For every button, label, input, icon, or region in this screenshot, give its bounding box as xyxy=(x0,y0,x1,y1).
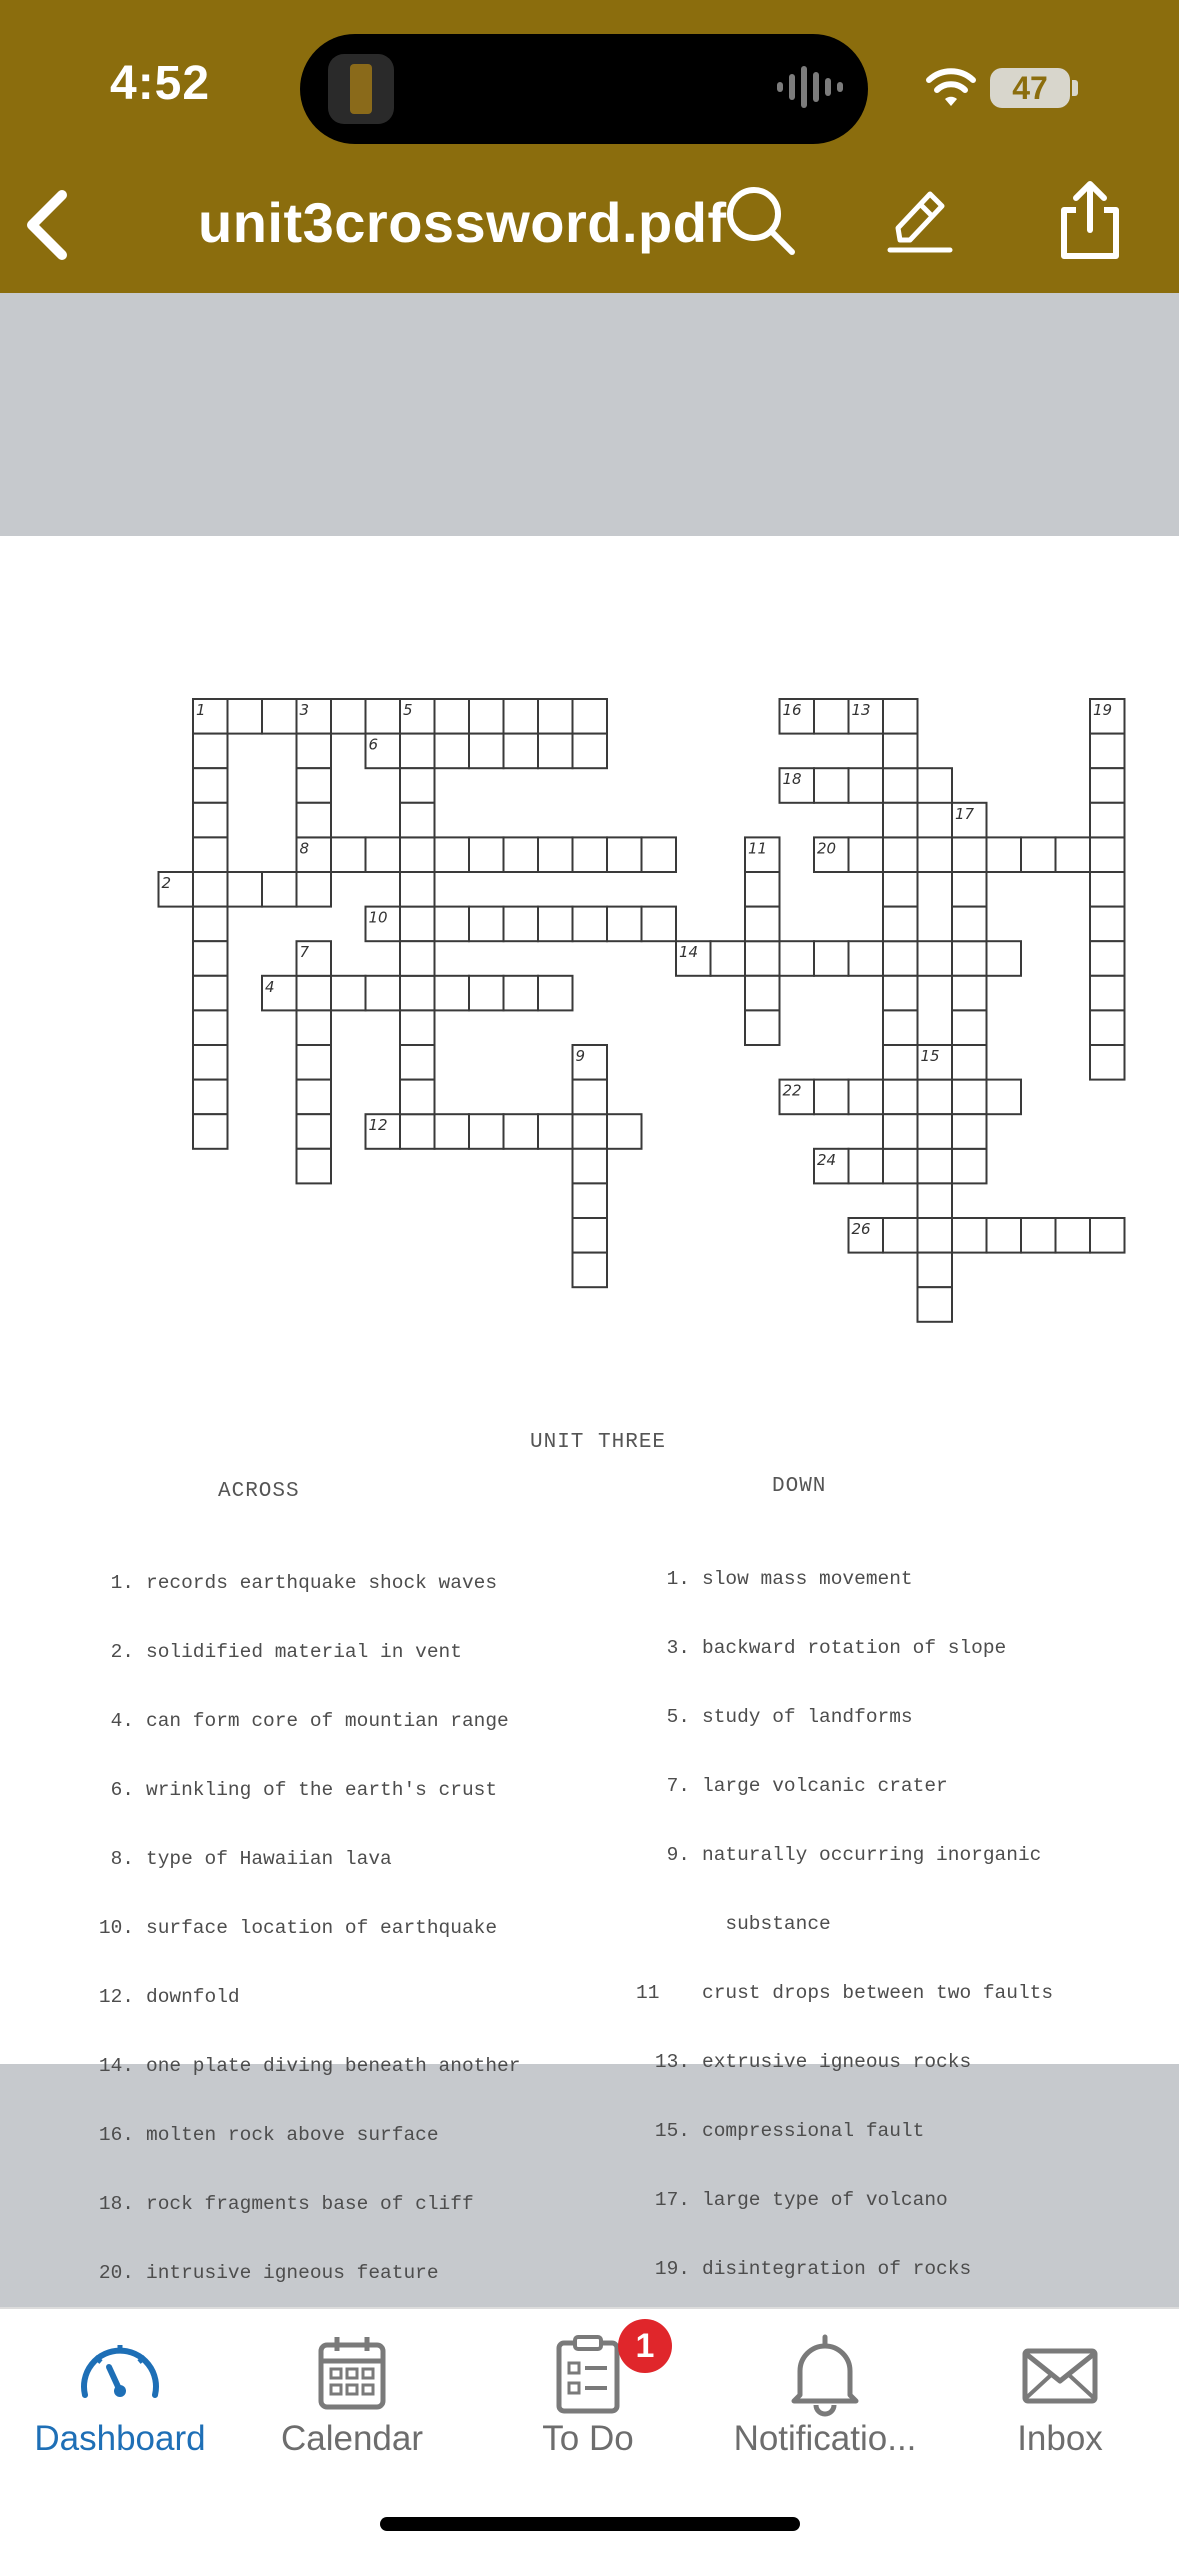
crossword-cell xyxy=(952,872,987,907)
crossword-cell xyxy=(538,734,573,769)
crossword-cell xyxy=(987,1080,1022,1115)
crossword-cell xyxy=(1090,872,1125,907)
crossword-number: 5 xyxy=(403,701,413,719)
crossword-cell xyxy=(745,976,780,1011)
across-clue: 16. molten rock above surface xyxy=(98,2124,439,2146)
across-heading: ACROSS xyxy=(218,1480,300,1503)
crossword-cell xyxy=(883,768,918,803)
status-time: 4:52 xyxy=(110,57,211,110)
crossword-cell xyxy=(883,1010,918,1045)
crossword-cell xyxy=(918,768,953,803)
crossword-cell xyxy=(918,1080,953,1115)
tab-dashboard[interactable] xyxy=(20,2309,220,2469)
crossword-cell xyxy=(814,1080,849,1115)
crossword-cell xyxy=(469,837,504,872)
crossword-number: 9 xyxy=(575,1047,586,1065)
tab-label: Notificatio... xyxy=(733,2419,917,2458)
crossword-cell xyxy=(987,837,1022,872)
crossword-cell xyxy=(400,803,435,838)
crossword-cell xyxy=(849,1149,884,1184)
crossword-cell xyxy=(883,1149,918,1184)
crossword-cell xyxy=(849,768,884,803)
crossword-cell xyxy=(297,768,332,803)
crossword-cell xyxy=(469,976,504,1011)
crossword-cell xyxy=(883,803,918,838)
crossword-cell xyxy=(400,907,435,942)
crossword-cell xyxy=(366,837,401,872)
crossword-cell xyxy=(504,907,539,942)
crossword-cell xyxy=(193,734,228,769)
crossword-cell xyxy=(366,976,401,1011)
crossword-cell xyxy=(538,699,573,734)
crossword-cell xyxy=(504,699,539,734)
crossword-cell xyxy=(573,1080,608,1115)
crossword-cell xyxy=(193,907,228,942)
crossword-cell xyxy=(297,1114,332,1149)
tab-notifications[interactable] xyxy=(715,2309,935,2469)
crossword-cell xyxy=(573,734,608,769)
crossword-cell xyxy=(849,1080,884,1115)
crossword-cell xyxy=(918,1218,953,1253)
crossword-cell xyxy=(504,837,539,872)
bell-icon xyxy=(780,2329,870,2419)
crossword-cell xyxy=(1090,837,1125,872)
crossword-cell xyxy=(918,941,953,976)
crossword-cell xyxy=(193,872,228,907)
app-header xyxy=(0,0,1179,293)
dashboard-gauge-icon xyxy=(75,2329,165,2419)
crossword-cell xyxy=(331,976,366,1011)
audio-waveform-icon xyxy=(775,64,845,110)
crossword-cell xyxy=(1090,803,1125,838)
crossword-cell xyxy=(469,699,504,734)
envelope-icon xyxy=(1015,2329,1105,2419)
crossword-cell xyxy=(573,1253,608,1288)
crossword-cell xyxy=(987,941,1022,976)
search-icon[interactable] xyxy=(720,180,800,260)
crossword-cell xyxy=(918,1183,953,1218)
crossword-cell xyxy=(1090,976,1125,1011)
crossword-cell xyxy=(297,976,332,1011)
crossword-cell xyxy=(607,907,642,942)
golden-app-label xyxy=(350,64,372,114)
down-clue: 5. study of landforms xyxy=(666,1706,913,1728)
crossword-number: 7 xyxy=(299,943,310,962)
crossword-cell xyxy=(952,976,987,1011)
crossword-cell xyxy=(297,1080,332,1115)
across-clue: 10. surface location of earthquake xyxy=(98,1917,498,1939)
crossword-cell xyxy=(331,699,366,734)
crossword-cell xyxy=(504,734,539,769)
crossword-cell xyxy=(1021,1218,1056,1253)
chevron-left-icon[interactable] xyxy=(18,185,78,265)
crossword-cell xyxy=(642,907,677,942)
crossword-cell xyxy=(228,872,263,907)
crossword-cell xyxy=(435,837,470,872)
crossword-number: 12 xyxy=(368,1116,388,1135)
crossword-number: 22 xyxy=(782,1081,802,1100)
crossword-cell xyxy=(469,907,504,942)
crossword-cell xyxy=(193,768,228,803)
crossword-number: 8 xyxy=(299,839,310,858)
crossword-number: 24 xyxy=(817,1150,837,1169)
crossword-cell xyxy=(573,1183,608,1218)
crossword-number: 20 xyxy=(817,839,837,858)
crossword-cell xyxy=(952,1045,987,1080)
crossword-cell xyxy=(435,976,470,1011)
crossword-number: 26 xyxy=(851,1220,871,1238)
crossword-number: 19 xyxy=(1093,701,1113,719)
crossword-cell xyxy=(193,1010,228,1045)
across-clue: 6. wrinkling of the earth's crust xyxy=(110,1779,498,1801)
crossword-cell xyxy=(849,941,884,976)
crossword-number: 13 xyxy=(851,701,871,719)
crossword-cell xyxy=(780,941,815,976)
crossword-cell xyxy=(1090,734,1125,769)
crossword-cell xyxy=(193,1045,228,1080)
crossword-cell xyxy=(228,699,263,734)
down-clue: 9. naturally occurring inorganic xyxy=(666,1844,1042,1866)
crossword-cell xyxy=(607,1114,642,1149)
crossword-cell xyxy=(1021,837,1056,872)
crossword-cell xyxy=(469,734,504,769)
crossword-cell xyxy=(814,941,849,976)
crossword-cell xyxy=(883,1045,918,1080)
tab-label: Inbox xyxy=(1017,2419,1103,2458)
crossword-cell xyxy=(711,941,746,976)
calendar-icon xyxy=(307,2329,397,2419)
crossword-cell xyxy=(952,907,987,942)
crossword-cell xyxy=(400,734,435,769)
crossword-cell xyxy=(573,1149,608,1184)
home-indicator xyxy=(380,2517,800,2531)
crossword-number: 1 xyxy=(196,701,206,719)
pdf-page[interactable] xyxy=(0,536,1179,2284)
down-clue: 15. compressional fault xyxy=(654,2120,925,2142)
across-clue: 2. solidified material in vent xyxy=(110,1641,462,1663)
crossword-cell xyxy=(918,1253,953,1288)
crossword-cell xyxy=(400,1010,435,1045)
crossword-grid xyxy=(0,536,1179,1386)
crossword-cell xyxy=(573,837,608,872)
crossword-cell xyxy=(745,1010,780,1045)
crossword-cell xyxy=(883,1080,918,1115)
crossword-cell xyxy=(918,1149,953,1184)
crossword-cell xyxy=(952,1149,987,1184)
across-clue: 12. downfold xyxy=(98,1986,240,2008)
crossword-cell xyxy=(883,837,918,872)
crossword-cell xyxy=(849,837,884,872)
down-clue: 11 crust drops between two faults xyxy=(636,1982,1054,2004)
live-activity-app-icon xyxy=(328,54,394,124)
across-clue: 8. type of Hawaiian lava xyxy=(110,1848,392,1870)
crossword-cell xyxy=(987,1218,1022,1253)
crossword-number: 11 xyxy=(748,839,768,858)
down-clues xyxy=(636,1522,1053,2327)
crossword-cell xyxy=(262,699,297,734)
crossword-cell xyxy=(918,1114,953,1149)
crossword-cell xyxy=(400,872,435,907)
down-clue: 17. large type of volcano xyxy=(654,2189,948,2211)
crossword-cell xyxy=(193,976,228,1011)
across-clue: 4. can form core of mountian range xyxy=(110,1710,509,1732)
crossword-cell xyxy=(642,837,677,872)
across-clue: 1. records earthquake shock waves xyxy=(110,1572,498,1594)
crossword-cell xyxy=(504,976,539,1011)
crossword-cell xyxy=(400,1080,435,1115)
document-title: unit3crossword.pdf xyxy=(198,191,727,254)
tab-label: Dashboard xyxy=(34,2419,206,2458)
crossword-cell xyxy=(573,1218,608,1253)
crossword-cell xyxy=(400,837,435,872)
crossword-cell xyxy=(193,837,228,872)
crossword-cell xyxy=(745,941,780,976)
crossword-cell xyxy=(435,699,470,734)
crossword-cell xyxy=(538,1114,573,1149)
crossword-number: 3 xyxy=(299,701,310,719)
tab-inbox[interactable] xyxy=(960,2309,1160,2469)
crossword-cell xyxy=(297,1045,332,1080)
crossword-cell xyxy=(1056,837,1091,872)
across-clue: 14. one plate diving beneath another xyxy=(98,2055,521,2077)
crossword-cell xyxy=(1090,1010,1125,1045)
down-clue: 7. large volcanic crater xyxy=(666,1775,948,1797)
battery-indicator: 47 xyxy=(990,68,1070,108)
crossword-cell xyxy=(1056,1218,1091,1253)
crossword-cell xyxy=(297,734,332,769)
crossword-cell xyxy=(952,1114,987,1149)
crossword-cell xyxy=(952,1218,987,1253)
across-clue: 18. rock fragments base of cliff xyxy=(98,2193,474,2215)
puzzle-title: UNIT THREE xyxy=(530,1431,667,1454)
crossword-cell xyxy=(331,837,366,872)
crossword-cell xyxy=(435,1114,470,1149)
todo-badge: 1 xyxy=(618,2319,672,2373)
crossword-cell xyxy=(1090,1218,1125,1253)
crossword-cell xyxy=(745,872,780,907)
crossword-cell xyxy=(435,907,470,942)
crossword-cell xyxy=(883,734,918,769)
down-clue: 19. disintegration of rocks xyxy=(654,2258,972,2280)
crossword-cell xyxy=(297,1149,332,1184)
crossword-cell xyxy=(573,1114,608,1149)
crossword-cell xyxy=(607,837,642,872)
crossword-cell xyxy=(366,699,401,734)
down-clue: 13. extrusive igneous rocks xyxy=(654,2051,972,2073)
crossword-cell xyxy=(193,1080,228,1115)
tab-todo[interactable] xyxy=(488,2309,688,2469)
wifi-icon xyxy=(925,66,977,110)
crossword-cell xyxy=(883,872,918,907)
down-clue: substance xyxy=(702,1913,831,1935)
crossword-cell xyxy=(193,803,228,838)
crossword-cell xyxy=(952,941,987,976)
crossword-cell xyxy=(1090,907,1125,942)
crossword-cell xyxy=(538,976,573,1011)
crossword-cell xyxy=(400,941,435,976)
crossword-cell xyxy=(504,1114,539,1149)
crossword-cell xyxy=(573,699,608,734)
crossword-cell xyxy=(297,872,332,907)
highlighter-icon[interactable] xyxy=(880,180,960,260)
crossword-cell xyxy=(435,734,470,769)
crossword-number: 10 xyxy=(368,908,388,927)
crossword-cell xyxy=(883,1218,918,1253)
crossword-cell xyxy=(918,837,953,872)
crossword-cell xyxy=(745,907,780,942)
crossword-cell xyxy=(883,1114,918,1149)
tab-label: Calendar xyxy=(280,2419,424,2458)
down-heading: DOWN xyxy=(772,1475,827,1498)
crossword-cell xyxy=(883,976,918,1011)
crossword-cell xyxy=(469,1114,504,1149)
crossword-number: 6 xyxy=(368,735,379,754)
crossword-cell xyxy=(400,1045,435,1080)
crossword-cell xyxy=(814,699,849,734)
crossword-cell xyxy=(193,1114,228,1149)
down-clue: 3. backward rotation of slope xyxy=(666,1637,1007,1659)
across-clue: 20. intrusive igneous feature xyxy=(98,2262,439,2284)
crossword-cell xyxy=(918,1287,953,1322)
battery-tip xyxy=(1072,80,1078,96)
crossword-cell xyxy=(1090,941,1125,976)
crossword-number: 4 xyxy=(265,977,275,996)
crossword-cell xyxy=(814,768,849,803)
crossword-cell xyxy=(193,941,228,976)
down-clue: 1. slow mass movement xyxy=(666,1568,913,1590)
crossword-cell xyxy=(952,1080,987,1115)
crossword-number: 17 xyxy=(955,804,975,823)
crossword-cell xyxy=(883,907,918,942)
tab-label: To Do xyxy=(542,2419,634,2458)
crossword-number: 2 xyxy=(161,874,172,892)
crossword-cell xyxy=(297,803,332,838)
crossword-number: 15 xyxy=(920,1047,940,1065)
crossword-cell xyxy=(573,907,608,942)
crossword-number: 14 xyxy=(679,943,699,962)
crossword-cell xyxy=(1090,1045,1125,1080)
crossword-cell xyxy=(883,699,918,734)
crossword-cell xyxy=(262,872,297,907)
crossword-cell xyxy=(538,837,573,872)
crossword-number: 16 xyxy=(782,701,802,719)
crossword-cell xyxy=(952,1010,987,1045)
crossword-number: 18 xyxy=(782,770,802,789)
crossword-cell xyxy=(538,907,573,942)
crossword-cell xyxy=(952,837,987,872)
crossword-cell xyxy=(1090,768,1125,803)
crossword-cell xyxy=(400,1114,435,1149)
crossword-cell xyxy=(297,1010,332,1045)
crossword-cell xyxy=(883,941,918,976)
crossword-cell xyxy=(400,768,435,803)
crossword-cell xyxy=(400,976,435,1011)
tab-calendar[interactable] xyxy=(252,2309,452,2469)
share-icon[interactable] xyxy=(1050,180,1130,260)
